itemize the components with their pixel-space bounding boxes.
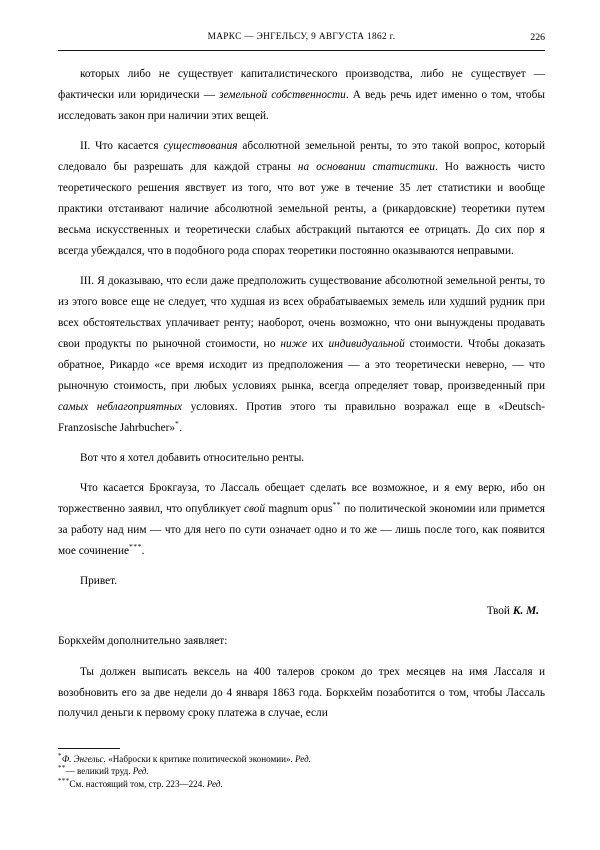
p5-segment-1: Что касается Брокгауза, то Лассаль обещает сделать все возможное, и я ему верю, ибо он торжественно заявил, что опубликует [58,482,545,516]
p3-segment-5: . [179,421,183,434]
p2-italic-2: на основании статистики [297,161,436,174]
p5-segment-2: magnum opus [265,503,333,516]
footnote-item [58,753,545,765]
page-number: 226 [530,32,545,43]
p1-italic-1: земельной собственности [219,88,346,101]
footnote-author: Ф. Энгельс. [61,754,106,764]
footnote-ref-1[interactable]: * [175,418,180,428]
running-head-title: МАРКС — ЭНГЕЛЬСУ, 9 АВГУСТА 1862 г. [207,32,396,42]
footnote-text: См. настоящий том, стр. 223—224. [69,778,207,789]
paragraph-7-borkheim: Боркхейм дополнительно заявляет: [58,635,228,648]
paragraph-3 [58,271,545,438]
running-head [58,31,545,51]
footnote-text: «Наброски к критике политической экономии». [105,754,296,764]
footnote-text: — великий труд. [65,766,133,777]
p5-segment-3: по политической экономии или примется за работу над ним — что для него по сути означает одно и то же — лишь после того, как появится мое сочинение [58,503,545,558]
signature-line [58,601,545,622]
p1-segment-1: которых либо не существует капиталистического производства, либо не существует — фактически или юридически — [58,68,545,101]
paragraph-1 [58,64,545,127]
p3-italic-1: ниже [280,337,307,350]
p3-segment-3: стоимости. Чтобы доказать обратное, Рикардо «се время исходит из предположения — а это теоретически неверно, — что рыночную стоимость, при любых условиях рынка, всегда определяет товар, произведенный при [58,337,545,392]
signature-initials: К. М. [512,605,539,618]
p3-italic-3: самых неблагоприятных [58,400,183,413]
footnote-section [58,748,545,790]
footnote-marker: ** [58,764,66,773]
p3-segment-2: их [307,337,329,350]
paragraph-8: Ты должен выписать вексель на 400 талеров сроком до трех месяцев на имя Лассаля и возобновить его за две недели до 4 января 1863 года. Боркхейм позаботится о том, чтобы Лассаль получил деньги к первому сроку платежа в случае, если [58,665,545,720]
header-divider [58,50,545,51]
p3-segment-1: III. Я доказываю, что если даже предположить существование абсолютной земельной ренты, то из этого вовсе еще не следует, что худшая из всех обрабатываемых земель или худший рудник при всех обстоятельствах уплачивает ренту; наоборот, очень возможно, что они вынуждены продавать свои продукты по рыночной стоимости, но [58,275,545,350]
footnote-editor-note: Ред. [295,754,311,764]
paragraph-2 [58,136,545,261]
footnote-editor-note: Ред. [132,766,149,777]
p2-italic-1: существования [163,140,238,153]
paragraph-4: Вот что я хотел добавить относительно ренты. [80,451,305,464]
p2-segment-1: II. Что касается [80,140,164,153]
p3-segment-4: условиях. Против этого ты правильно возражал еще в «Deutsch-Franzosische Jahrbucher» [58,400,545,434]
p5-italic-1: свой [243,503,266,516]
p1-segment-2: . А ведь речь идет именно о том, чтобы исследовать закон при наличии этих вещей. [58,88,545,122]
p5-segment-4: . [141,545,145,558]
footnote-ref-3[interactable]: *** [129,542,142,552]
paragraph-5 [58,478,545,562]
paragraph-6-greeting: Привет. [80,575,118,588]
body-text [58,64,545,724]
footnote-ref-2[interactable]: ** [332,500,341,510]
footnote-item [58,765,545,777]
footnote-editor-note: Ред. [206,778,223,789]
footnote-divider [58,748,120,749]
footnote-item [58,778,545,790]
footnote-marker: * [58,751,62,760]
footnote-marker: *** [58,776,70,785]
p2-segment-3: . Но важность чисто теоретического решения явствует из того, что вот уже в течение 35 лет статистики и вообще практики отстаивают наличие абсолютной земельной ренты, а (рикардовские) теоретики путем весьма искусственных и теоретически слабых абстракций пытаются ее отрицать. До сих пор я всегда убеждался, что в подобного рода спорах теоретики постоянно оказываются неправыми. [58,161,546,257]
signature-prefix: Твой [486,605,513,618]
p2-segment-2: абсолютной земельной ренты, то это такой вопрос, который следовало бы разрешать для каждой страны [58,140,545,174]
p3-italic-2: индивидуальной [328,337,405,350]
